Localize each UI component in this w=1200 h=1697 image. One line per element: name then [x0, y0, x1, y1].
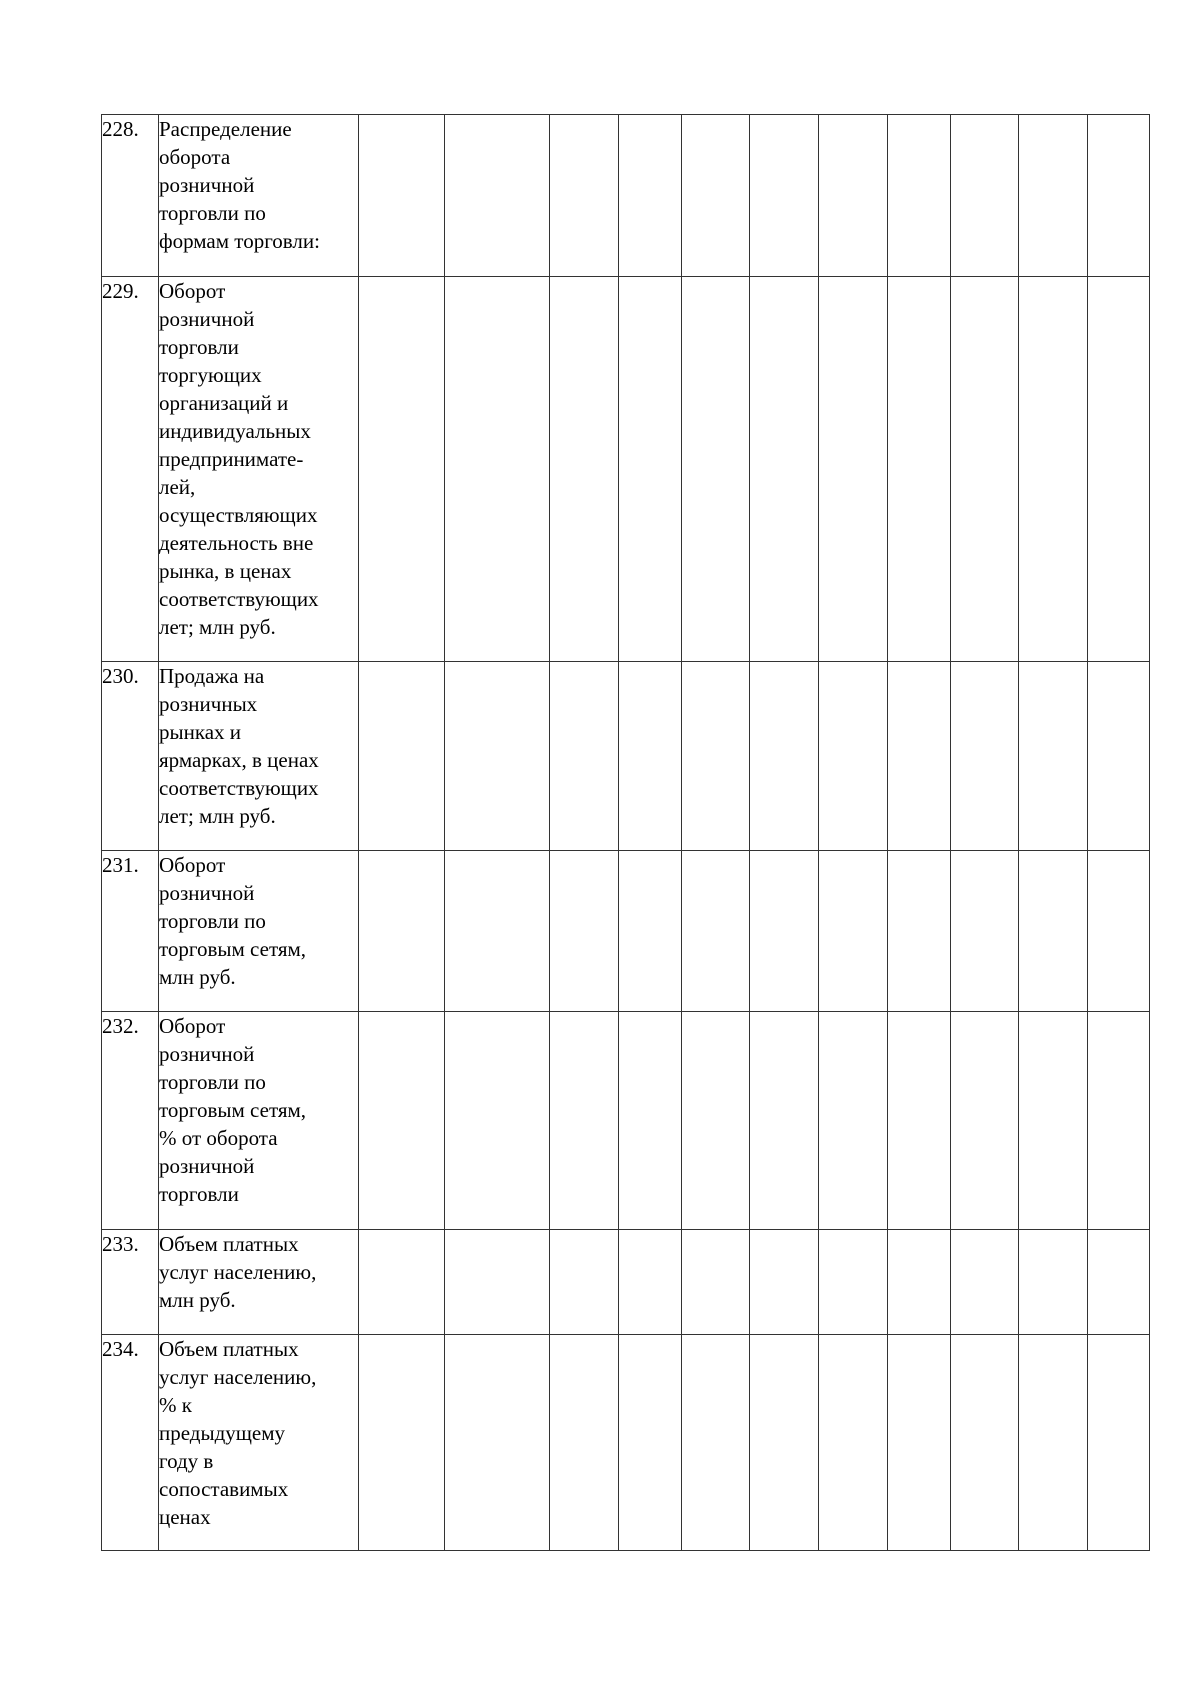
- value-cell: [682, 277, 750, 662]
- table-row: [102, 662, 1150, 851]
- row-number: 233.: [102, 1230, 159, 1335]
- value-cell: [1019, 277, 1088, 662]
- value-cell: [359, 1012, 445, 1230]
- value-cell: [550, 662, 619, 851]
- value-cell: [951, 277, 1019, 662]
- value-cell: [359, 1335, 445, 1551]
- value-cell: [359, 851, 445, 1012]
- value-cell: [445, 662, 550, 851]
- value-cell: [682, 1335, 750, 1551]
- value-cell: [750, 1230, 819, 1335]
- value-cell: [888, 1012, 951, 1230]
- value-cell: [550, 115, 619, 277]
- value-cell: [888, 851, 951, 1012]
- value-cell: [1088, 115, 1150, 277]
- value-cell: [550, 277, 619, 662]
- value-cell: [682, 115, 750, 277]
- indicators-table: [101, 114, 1150, 1551]
- value-cell: [888, 277, 951, 662]
- value-cell: [445, 1012, 550, 1230]
- value-cell: [1019, 851, 1088, 1012]
- value-cell: [951, 115, 1019, 277]
- value-cell: [888, 115, 951, 277]
- value-cell: [682, 1012, 750, 1230]
- indicator-label: Оборот розничной торговли торгующих организаций и индивидуальных предпринимате- лей, осуществляющих деятельность вне рынка, в ценах соответствующих лет; млн руб.: [159, 277, 359, 662]
- value-cell: [682, 851, 750, 1012]
- value-cell: [619, 1335, 682, 1551]
- value-cell: [619, 662, 682, 851]
- table-row: [102, 1012, 1150, 1230]
- table-row: [102, 277, 1150, 662]
- value-cell: [619, 1012, 682, 1230]
- value-cell: [750, 1012, 819, 1230]
- value-cell: [750, 277, 819, 662]
- indicator-label: Оборот розничной торговли по торговым сетям, млн руб.: [159, 851, 359, 1012]
- value-cell: [1088, 662, 1150, 851]
- row-number: 228.: [102, 115, 159, 277]
- row-number: 234.: [102, 1335, 159, 1551]
- value-cell: [619, 277, 682, 662]
- value-cell: [750, 115, 819, 277]
- table-row: [102, 115, 1150, 277]
- value-cell: [1019, 662, 1088, 851]
- value-cell: [819, 662, 888, 851]
- row-number: 232.: [102, 1012, 159, 1230]
- value-cell: [1019, 1230, 1088, 1335]
- value-cell: [951, 662, 1019, 851]
- value-cell: [1019, 115, 1088, 277]
- value-cell: [888, 1335, 951, 1551]
- indicator-label: Продажа на розничных рынках и ярмарках, в ценах соответствующих лет; млн руб.: [159, 662, 359, 851]
- value-cell: [550, 1335, 619, 1551]
- value-cell: [619, 1230, 682, 1335]
- row-number: 231.: [102, 851, 159, 1012]
- value-cell: [1088, 851, 1150, 1012]
- value-cell: [951, 851, 1019, 1012]
- value-cell: [951, 1012, 1019, 1230]
- value-cell: [359, 115, 445, 277]
- value-cell: [888, 662, 951, 851]
- value-cell: [951, 1335, 1019, 1551]
- indicator-label: Объем платных услуг населению, млн руб.: [159, 1230, 359, 1335]
- row-number: 229.: [102, 277, 159, 662]
- value-cell: [819, 1335, 888, 1551]
- indicator-label: Распределение оборота розничной торговли по формам торговли:: [159, 115, 359, 277]
- row-number: 230.: [102, 662, 159, 851]
- value-cell: [445, 851, 550, 1012]
- value-cell: [619, 851, 682, 1012]
- value-cell: [1088, 1335, 1150, 1551]
- value-cell: [819, 1230, 888, 1335]
- value-cell: [1088, 1012, 1150, 1230]
- value-cell: [359, 662, 445, 851]
- indicator-label: Оборот розничной торговли по торговым сетям, % от оборота розничной торговли: [159, 1012, 359, 1230]
- value-cell: [550, 851, 619, 1012]
- value-cell: [819, 115, 888, 277]
- value-cell: [682, 1230, 750, 1335]
- value-cell: [1088, 1230, 1150, 1335]
- value-cell: [750, 662, 819, 851]
- value-cell: [750, 851, 819, 1012]
- value-cell: [445, 1230, 550, 1335]
- value-cell: [1088, 277, 1150, 662]
- value-cell: [888, 1230, 951, 1335]
- value-cell: [819, 1012, 888, 1230]
- value-cell: [750, 1335, 819, 1551]
- table-row: [102, 851, 1150, 1012]
- table-row: [102, 1230, 1150, 1335]
- value-cell: [951, 1230, 1019, 1335]
- value-cell: [819, 851, 888, 1012]
- value-cell: [682, 662, 750, 851]
- value-cell: [359, 1230, 445, 1335]
- value-cell: [445, 1335, 550, 1551]
- value-cell: [550, 1230, 619, 1335]
- value-cell: [550, 1012, 619, 1230]
- table-row: [102, 1335, 1150, 1551]
- value-cell: [359, 277, 445, 662]
- indicator-label: Объем платных услуг населению, % к предыдущему году в сопоставимых ценах: [159, 1335, 359, 1551]
- value-cell: [619, 115, 682, 277]
- value-cell: [445, 115, 550, 277]
- value-cell: [1019, 1012, 1088, 1230]
- value-cell: [819, 277, 888, 662]
- value-cell: [1019, 1335, 1088, 1551]
- value-cell: [445, 277, 550, 662]
